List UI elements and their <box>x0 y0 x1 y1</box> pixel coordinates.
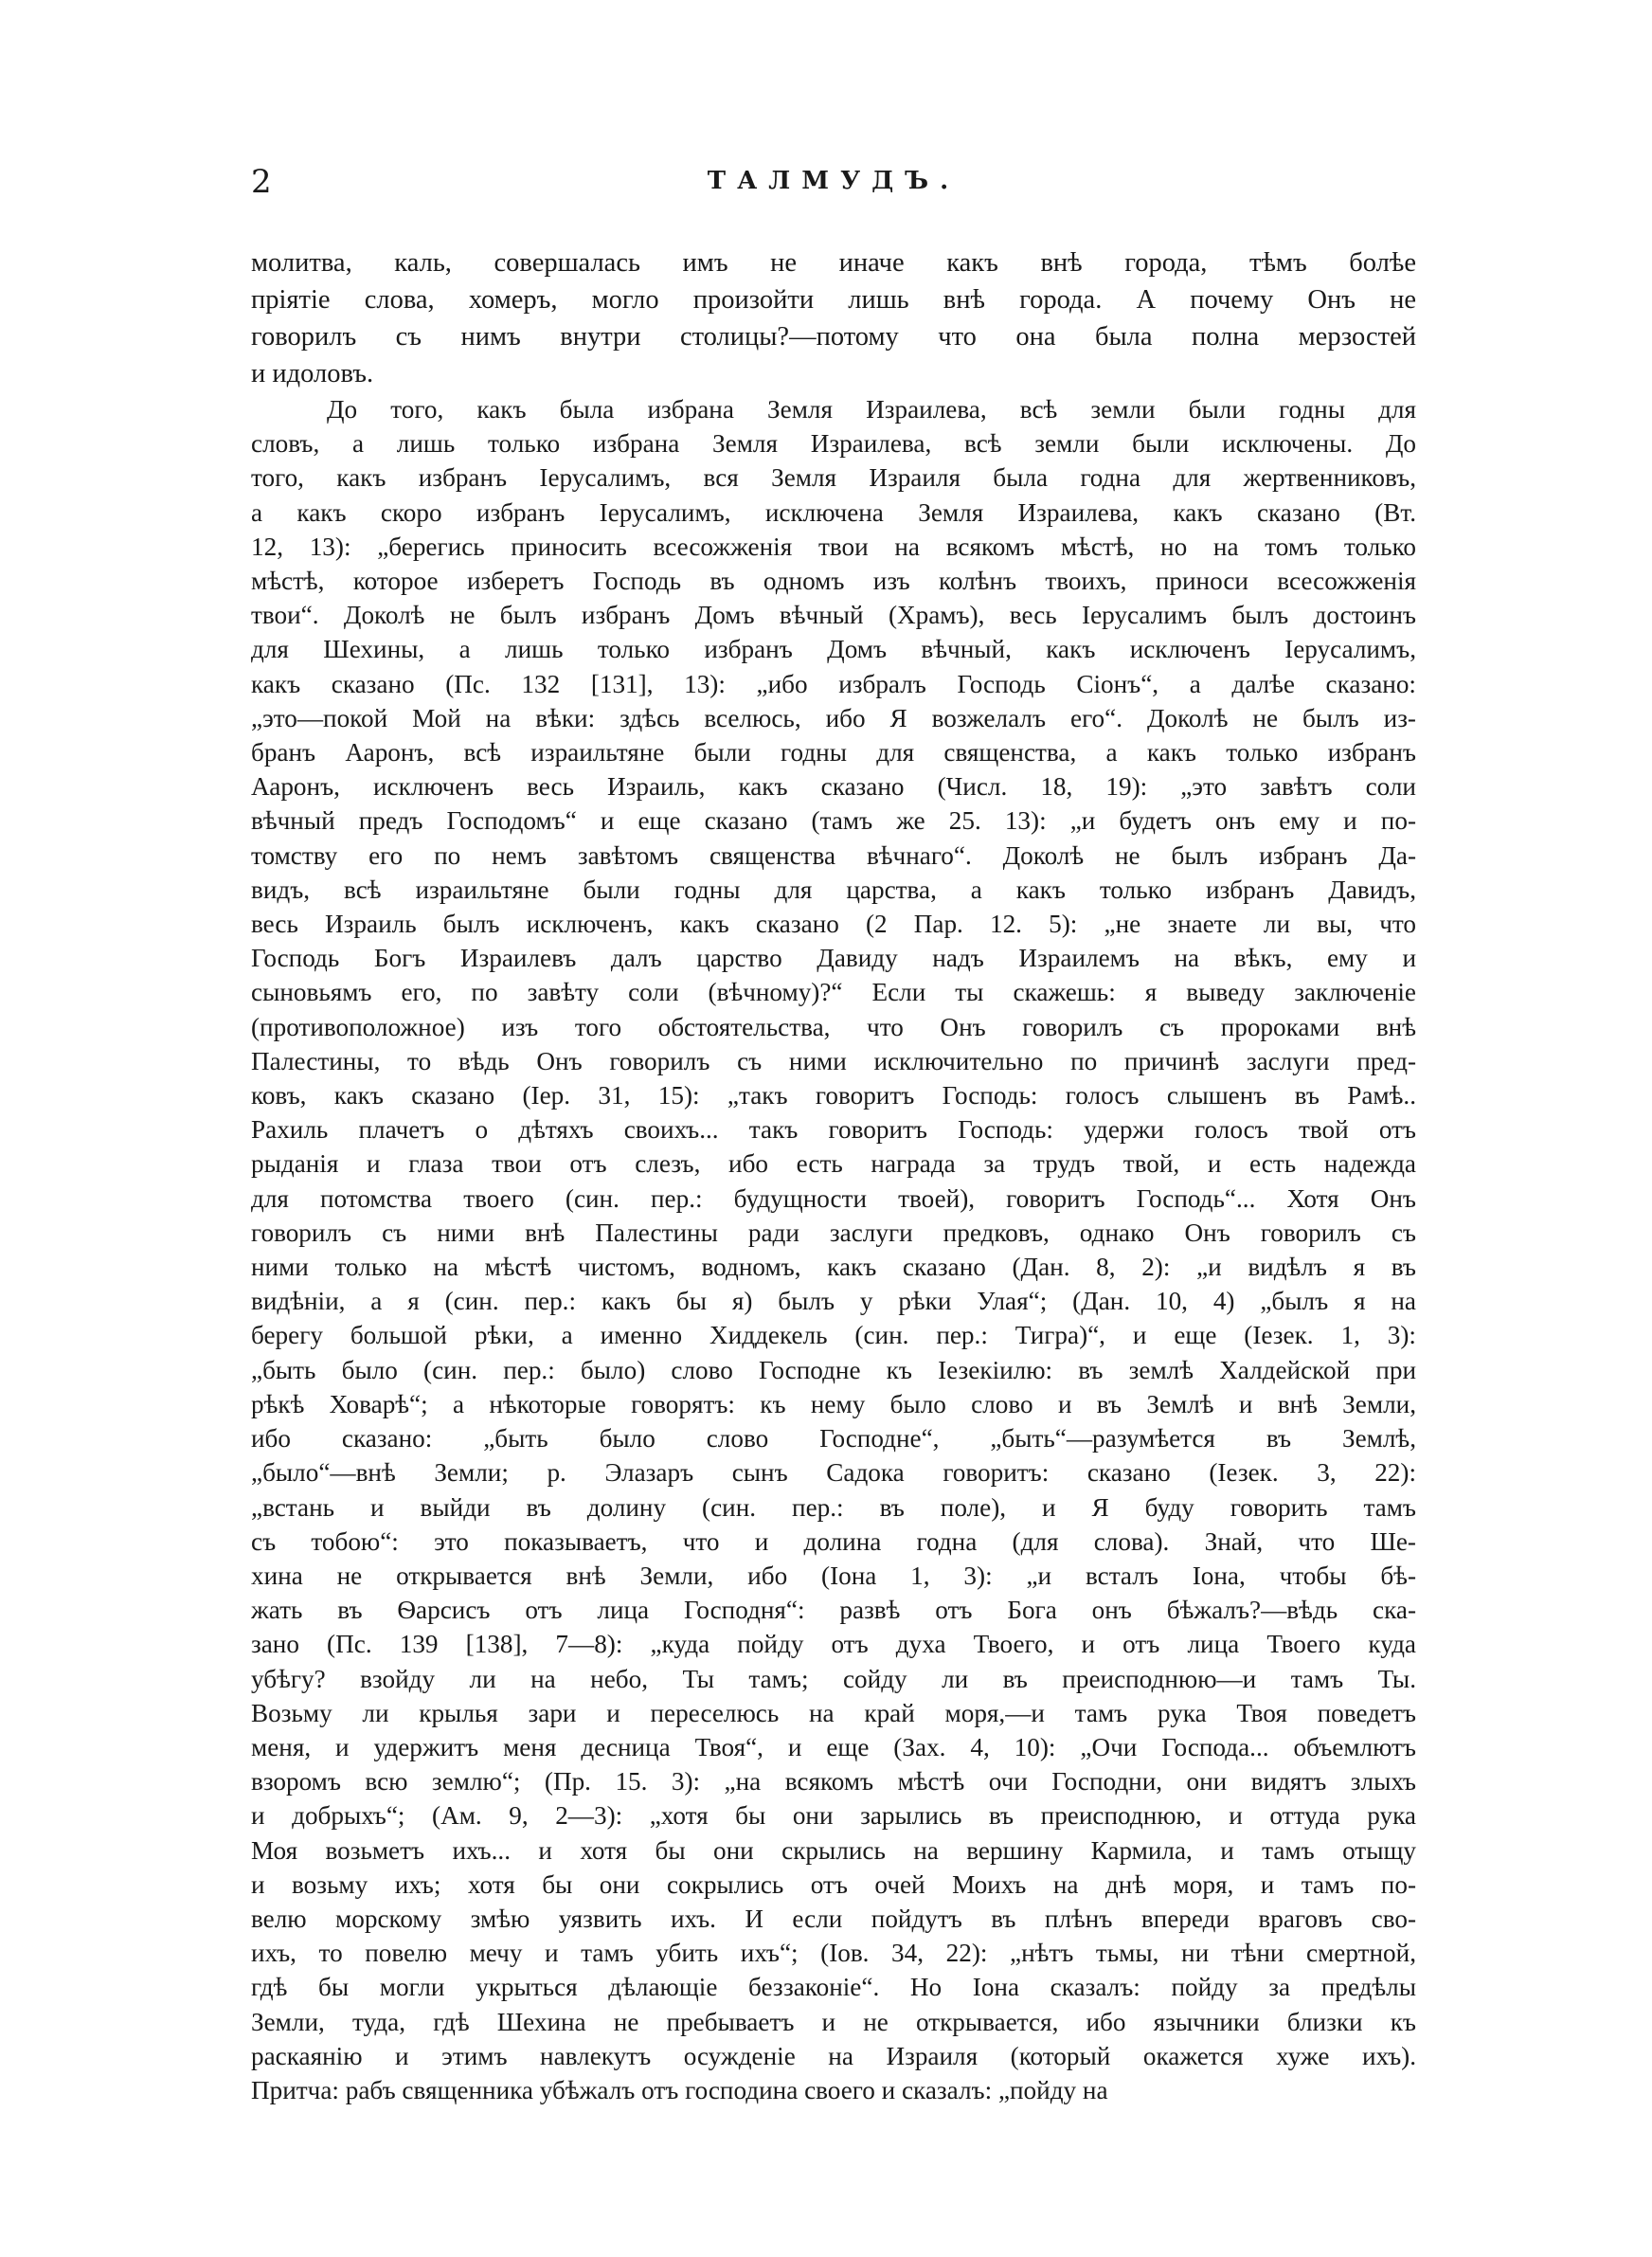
text-line: „было“—внѣ Земли; р. Элазаръ сынъ Садока говоритъ: сказано (Іезек. 3, 22): <box>251 1458 1416 1488</box>
text-line: Господь Богъ Израилевъ далъ царство Давиду надъ Израилемъ на вѣкъ, ему и <box>251 944 1416 973</box>
text-line: и идоловъ. <box>251 359 374 388</box>
text-line: какъ сказано (Пс. 132 [131], 13): „ибо избралъ Господь Сіонъ“, а далѣе сказано: <box>251 669 1416 698</box>
text-line: До того, какъ была избрана Земля Израилева, всѣ земли были годны для <box>327 395 1416 424</box>
text-line: рѣкѣ Ховарѣ“; а нѣкоторые говорятъ: къ нему было слово и въ Землѣ и внѣ Земли, <box>251 1389 1416 1418</box>
body-text <box>251 244 1416 2107</box>
text-line: томству его по немъ завѣтомъ священства вѣчнаго“. Доколѣ не былъ избранъ Да- <box>251 840 1416 870</box>
page-number: 2 <box>251 163 272 201</box>
text-line: „встань и выйди въ долину (син. пер.: въ поле), и Я буду говорить тамъ <box>251 1492 1416 1522</box>
text-line: Рахиль плачетъ о дѣтяхъ своихъ... такъ говоритъ Господь: удержи голосъ твой отъ <box>251 1115 1416 1145</box>
text-line: берегу большой рѣки, а именно Хиддекель (син. пер.: Тигра)“, и еще (Іезек. 1, 3): <box>251 1321 1416 1350</box>
text-line: словъ, а лишь только избрана Земля Израилева, всѣ земли были исключены. До <box>251 429 1416 459</box>
text-line: для потомства твоего (син. пер.: будущности твоей), говоритъ Господь“... Хотя Онъ <box>251 1183 1416 1213</box>
text-line: говорилъ съ нимъ внутри столицы?—потому что она была полна мерзостей <box>251 322 1416 352</box>
text-line: того, какъ избранъ Іерусалимъ, вся Земля Израиля была годна для жертвенниковъ, <box>251 463 1416 493</box>
text-line: а какъ скоро избранъ Іерусалимъ, исключена Земля Израилева, какъ сказано (Вт. <box>251 497 1416 527</box>
text-line: меня, и удержитъ меня десница Твоя“, и еще (Зах. 4, 10): „Очи Господа... объемлютъ <box>251 1732 1416 1761</box>
text-line: гдѣ бы могли укрыться дѣлающіе беззаконіе“. Но Іона сказалъ: пойду за предѣлы <box>251 1973 1416 2002</box>
text-line: Возьму ли крылья зари и переселюсь на край моря,—и тамъ рука Твоя поведетъ <box>251 1698 1416 1727</box>
page-header <box>251 163 1416 210</box>
text-line: зано (Пс. 139 [138], 7—8): „куда пойду отъ духа Твоего, и отъ лица Твоего куда <box>251 1630 1416 1659</box>
text-line: Моя возьметъ ихъ... и хотя бы они скрылись на вершину Кармила, и тамъ отыщу <box>251 1835 1416 1865</box>
text-line: твои“. Доколѣ не былъ избранъ Домъ вѣчный (Храмъ), весь Іерусалимъ былъ достоинъ <box>251 601 1416 630</box>
text-line: Земли, туда, гдѣ Шехина не пребываетъ и не открывается, ибо язычники близки къ <box>251 2007 1416 2036</box>
text-line: и возьму ихъ; хотя бы они сокрылись отъ очей Моихъ на днѣ моря, и тамъ по- <box>251 1869 1416 1899</box>
text-line: (противоположное) изъ того обстоятельства, что Онъ говорилъ съ пророками внѣ <box>251 1012 1416 1041</box>
text-line: ибо сказано: „быть было слово Господне“, „быть“—разумѣется въ Землѣ, <box>251 1424 1416 1454</box>
text-line: для Шехины, а лишь только избранъ Домъ вѣчный, какъ исключенъ Іерусалимъ, <box>251 635 1416 664</box>
text-line: ихъ, то повелю мечу и тамъ убить ихъ“; (Іов. 34, 22): „нѣтъ тьмы, ни тѣни смертной, <box>251 1939 1416 1968</box>
text-line: убѣгу? взойду ли на небо, Ты тамъ; сойду ли въ преисподнюю—и тамъ Ты. <box>251 1664 1416 1693</box>
paragraph-1 <box>251 244 1416 392</box>
text-line: „быть было (син. пер.: было) слово Господне къ Іезекіилю: въ землѣ Халдейской при <box>251 1355 1416 1384</box>
text-line: велю морскому змѣю уязвить ихъ. И если пойдутъ въ плѣнъ впереди враговъ сво- <box>251 1904 1416 1933</box>
running-title: ТАЛМУДЪ. <box>707 167 961 195</box>
text-line: 12, 13): „берегись приносить всесожженія твои на всякомъ мѣстѣ, но на томъ только <box>251 532 1416 561</box>
paragraph-2 <box>251 392 1416 2107</box>
text-line: рыданія и глаза твои отъ слезъ, ибо есть награда за трудъ твой, и есть надежда <box>251 1149 1416 1179</box>
text-line: и добрыхъ“; (Ам. 9, 2—3): „хотя бы они зарылись въ преисподнюю, и оттуда рука <box>251 1801 1416 1831</box>
text-line: хина не открывается внѣ Земли, ибо (Іона 1, 3): „и всталъ Іона, чтобы бѣ- <box>251 1561 1416 1590</box>
text-line: Палестины, то вѣдь Онъ говорилъ съ ними исключительно по причинѣ заслуги пред- <box>251 1046 1416 1075</box>
text-line: говорилъ съ ними внѣ Палестины ради заслуги предковъ, однако Онъ говорилъ съ <box>251 1218 1416 1247</box>
text-line: сыновьямъ его, по завѣту соли (вѣчному)?“ Если ты скажешь: я выведу заключеніе <box>251 978 1416 1007</box>
text-line: раскаянію и этимъ навлекутъ осужденіе на Израиля (который окажется хуже ихъ). <box>251 2041 1416 2070</box>
text-line: весь Израиль былъ исключенъ, какъ сказано (2 Пар. 12. 5): „не знаете ли вы, что <box>251 910 1416 939</box>
text-line: жать въ Ѳарсисъ отъ лица Господня“: развѣ отъ Бога онъ бѣжалъ?—вѣдь ска- <box>251 1596 1416 1625</box>
text-line: Ааронъ, исключенъ весь Израиль, какъ сказано (Числ. 18, 19): „это завѣтъ соли <box>251 772 1416 802</box>
text-line: видъ, всѣ израильтяне были годны для царства, а какъ только избранъ Давидъ, <box>251 875 1416 904</box>
text-line: взоромъ всю землю“; (Пр. 15. 3): „на всякомъ мѣстѣ очи Господни, они видятъ злыхъ <box>251 1767 1416 1797</box>
text-line: „это—покой Мой на вѣки: здѣсь вселюсь, ибо Я возжелалъ его“. Доколѣ не былъ из- <box>251 703 1416 732</box>
text-line: ковъ, какъ сказано (Іер. 31, 15): „такъ говоритъ Господь: голосъ слышенъ въ Рамѣ.. <box>251 1081 1416 1110</box>
text-line: бранъ Ааронъ, всѣ израильтяне были годны для священства, а какъ только избранъ <box>251 738 1416 767</box>
text-line: вѣчный предъ Господомъ“ и еще сказано (тамъ же 25. 13): „и будетъ онъ ему и по- <box>251 806 1416 836</box>
text-line: молитва, каль, совершалась имъ не иначе какъ внѣ города, тѣмъ болѣе <box>251 248 1416 278</box>
text-line: видѣніи, а я (син. пер.: какъ бы я) былъ у рѣки Улая“; (Дан. 10, 4) „былъ я на <box>251 1287 1416 1316</box>
text-line: пріятіе слова, хомеръ, могло произойти лишь внѣ города. А почему Онъ не <box>251 285 1416 315</box>
text-line: мѣстѣ, которое изберетъ Господь въ одномъ изъ колѣнъ твоихъ, приноси всесожженія <box>251 567 1416 596</box>
text-line: Притча: рабъ священника убѣжалъ отъ господина своего и сказалъ: „пойду на <box>251 2075 1108 2104</box>
text-line: ними только на мѣстѣ чистомъ, водномъ, какъ сказано (Дан. 8, 2): „и видѣлъ я въ <box>251 1253 1416 1282</box>
text-line: съ тобою“: это показываетъ, что и долина годна (для слова). Знай, что Ше- <box>251 1526 1416 1556</box>
